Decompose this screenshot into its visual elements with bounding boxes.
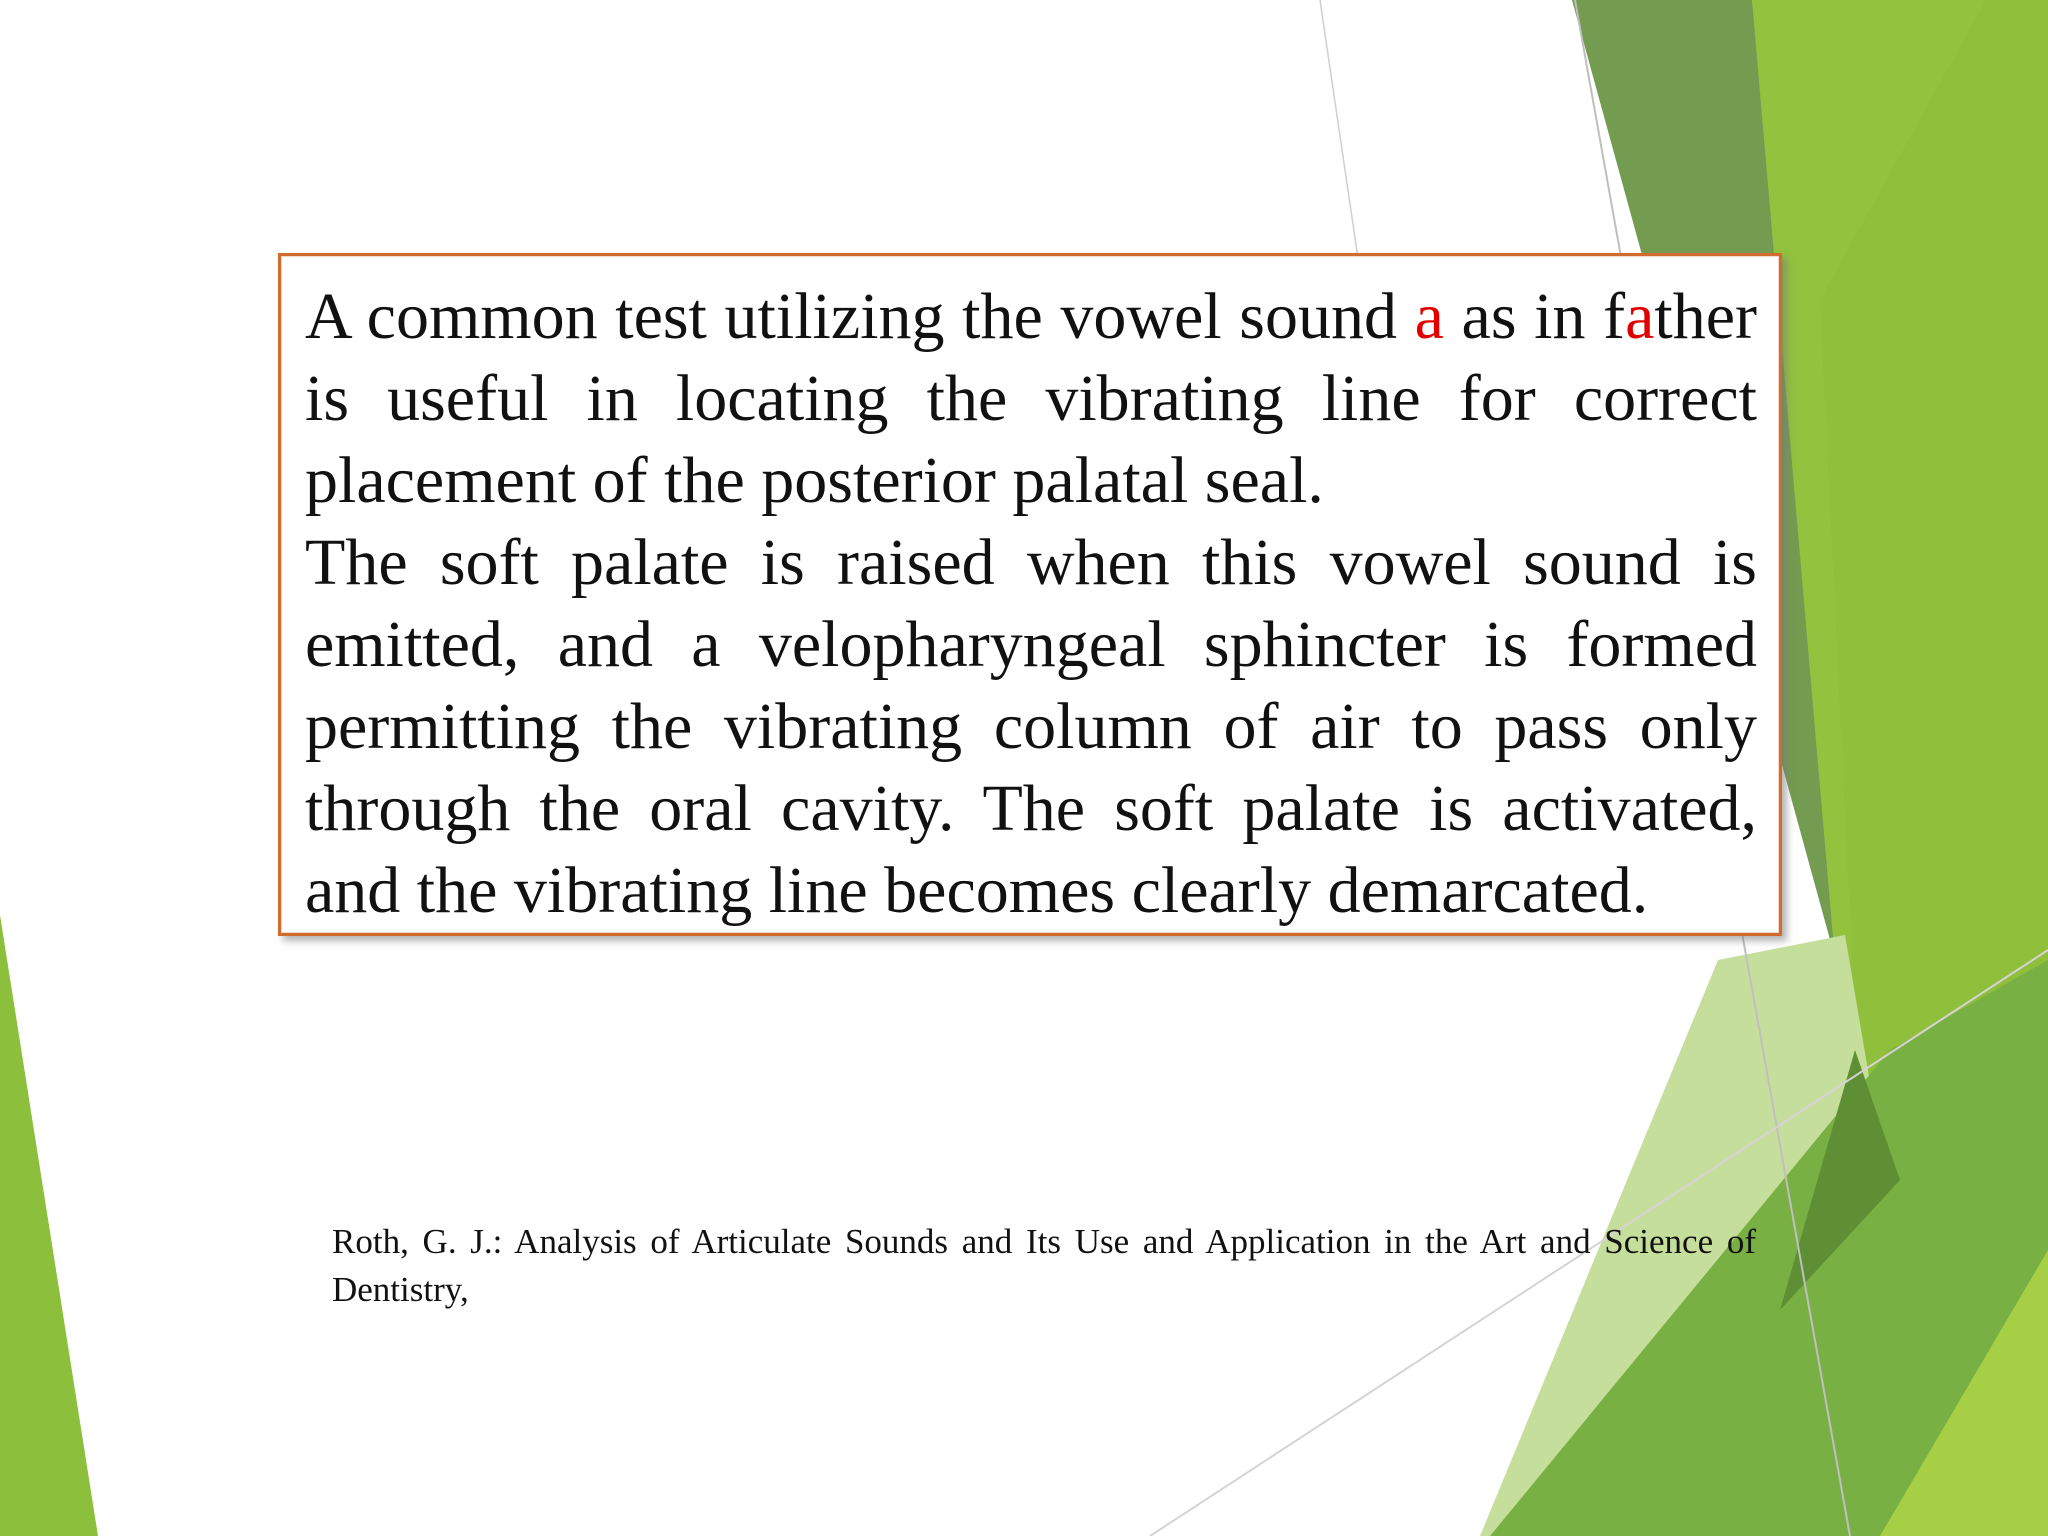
left-green-sliver <box>0 915 98 1536</box>
paragraph-soft-palate: The soft palate is raised when this vowel sound is emitted, and a velopharyngeal sphincter is formed permitting the vibrating column of air to pass only through the oral cavity. The soft palate is activated, and the vibrating line becomes clearly demarcated. <box>305 526 1757 927</box>
highlighted-vowel-a-in-father: a <box>1625 280 1655 353</box>
paragraph-vowel-test-text-1: A common test utilizing the vowel sound <box>305 280 1415 353</box>
main-text-box <box>278 253 1782 936</box>
paragraph-vowel-test-text-2: as in f <box>1443 280 1626 353</box>
paragraph-vowel-test-text-3: ther is useful in locating the vibrating line for correct placement of the posterior palatal seal. <box>305 280 1758 517</box>
citation-reference: Roth, G. J.: Analysis of Articulate Sounds and Its Use and Application in the Art and Science of Dentistry, <box>332 1222 1756 1309</box>
highlighted-vowel-a: a <box>1414 280 1444 353</box>
paragraph-vowel-test <box>305 276 1757 522</box>
